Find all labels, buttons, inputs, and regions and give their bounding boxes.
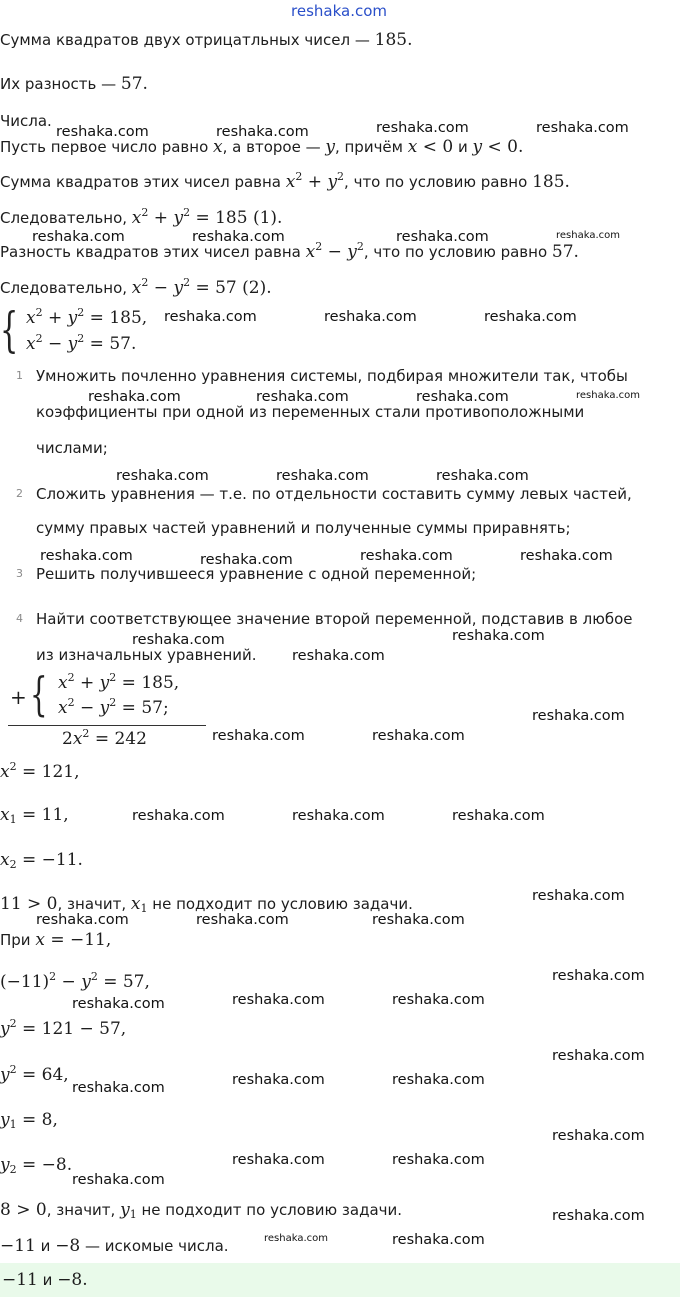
step-2-line-1: Сложить уравнения — т.е. по отдельности составить сумму левых частей, bbox=[36, 485, 632, 503]
watermark: reshaka.com bbox=[72, 1080, 165, 1096]
section-label: Числа. bbox=[0, 112, 52, 130]
watermark: reshaka.com bbox=[292, 648, 385, 664]
watermark: reshaka.com bbox=[392, 1152, 485, 1168]
watermark: reshaka.com bbox=[552, 1208, 645, 1224]
watermark: reshaka.com bbox=[212, 728, 305, 744]
watermark: reshaka.com bbox=[360, 548, 453, 564]
step-1-line-2: коэффициенты при одной из переменных стали противоположными bbox=[36, 403, 585, 421]
watermark: reshaka.com bbox=[196, 912, 289, 928]
step-1-line-3: числами; bbox=[36, 439, 108, 457]
found-numbers: −11 и −8 — искомые числа. bbox=[0, 1236, 229, 1256]
text: не подходит по условию задачи. bbox=[147, 895, 413, 913]
watermark: reshaka.com bbox=[192, 229, 285, 245]
eq-substitute: $(-11)^2 - y^2 = 57$, bbox=[0, 970, 150, 992]
watermark: reshaka.com bbox=[392, 992, 485, 1008]
eq-y-squared-2: $y^2 = 64$, bbox=[0, 1063, 69, 1085]
watermark: reshaka.com bbox=[36, 912, 129, 928]
watermark: reshaka.com bbox=[72, 996, 165, 1012]
watermark: reshaka.com bbox=[292, 808, 385, 824]
watermark: reshaka.com bbox=[132, 632, 225, 648]
watermark: reshaka.com bbox=[132, 808, 225, 824]
watermark: reshaka.com bbox=[376, 120, 469, 136]
watermark: reshaka.com bbox=[264, 1233, 328, 1244]
y-condition: 8 > 0, значит, $y_1$ не подходит по условию задачи. bbox=[0, 1200, 403, 1221]
answer-text: −11 и −8. bbox=[2, 1270, 88, 1290]
watermark: reshaka.com bbox=[556, 230, 620, 241]
text: и bbox=[37, 1271, 58, 1289]
text: , значит, bbox=[46, 1201, 121, 1219]
watermark: reshaka.com bbox=[116, 468, 209, 484]
text: — искомые числа. bbox=[80, 1237, 229, 1255]
text: Следовательно, bbox=[0, 279, 132, 297]
text: и bbox=[35, 1237, 56, 1255]
problem-text-1: Сумма квадратов двух отрицатльных чисел — bbox=[0, 31, 375, 49]
watermark: reshaka.com bbox=[40, 548, 133, 564]
step-number: 4 bbox=[16, 612, 23, 625]
watermark: reshaka.com bbox=[536, 120, 629, 136]
problem-number-57: 57 bbox=[120, 74, 143, 94]
step-number: 2 bbox=[16, 487, 23, 500]
watermark: reshaka.com bbox=[452, 628, 545, 644]
site-logo[interactable]: reshaka.com bbox=[291, 2, 387, 20]
watermark: reshaka.com bbox=[392, 1072, 485, 1088]
text: При bbox=[0, 931, 36, 949]
step-3-line-1: Решить получившееся уравнение с одной переменной; bbox=[36, 565, 477, 583]
text: и bbox=[453, 138, 473, 156]
text: , значит, bbox=[57, 895, 131, 913]
sum-divider bbox=[8, 725, 206, 726]
watermark: reshaka.com bbox=[552, 1048, 645, 1064]
addition-result: $2x^2 = 242$ bbox=[62, 727, 147, 749]
plus-sign: + bbox=[10, 685, 27, 709]
watermark: reshaka.com bbox=[232, 992, 325, 1008]
watermark: reshaka.com bbox=[324, 309, 417, 325]
step-1-line-1: Умножить почленно уравнения системы, подбирая множители так, чтобы bbox=[36, 367, 628, 385]
watermark: reshaka.com bbox=[372, 728, 465, 744]
watermark: reshaka.com bbox=[216, 124, 309, 140]
problem-number-185: 185 bbox=[374, 30, 408, 50]
watermark: reshaka.com bbox=[576, 390, 640, 401]
addition-eq-1: $x^2 + y^2 = 185$, bbox=[58, 671, 180, 693]
step-4-line-1: Найти соответствующее значение второй переменной, подставив в любое bbox=[36, 610, 633, 628]
watermark: reshaka.com bbox=[56, 124, 149, 140]
watermark: reshaka.com bbox=[484, 309, 577, 325]
text: Пусть первое число равно bbox=[0, 138, 214, 156]
step-2-line-2: сумму правых частей уравнений и полученные суммы приравнять; bbox=[36, 519, 571, 537]
watermark: reshaka.com bbox=[88, 389, 181, 405]
x-condition: 11 > 0, значит, $x_1$ не подходит по условию задачи. bbox=[0, 894, 413, 915]
equation-2-line: Следовательно, $x^2 - y^2 = 57$ (2). bbox=[0, 276, 272, 298]
addition-brace: { bbox=[30, 667, 48, 721]
system-eq-2: $x^2 - y^2 = 57$. bbox=[26, 332, 137, 354]
watermark: reshaka.com bbox=[396, 229, 489, 245]
watermark: reshaka.com bbox=[452, 808, 545, 824]
when-x: При x = −11, bbox=[0, 930, 112, 950]
watermark: reshaka.com bbox=[372, 912, 465, 928]
watermark: reshaka.com bbox=[552, 1128, 645, 1144]
number: 185 bbox=[532, 172, 565, 192]
eq-x-squared: $x^2 = 121$, bbox=[0, 760, 80, 782]
watermark: reshaka.com bbox=[532, 888, 625, 904]
watermark: reshaka.com bbox=[232, 1072, 325, 1088]
number: 57 bbox=[551, 242, 574, 262]
eq-x2: $x_2 = -11$. bbox=[0, 850, 83, 871]
watermark: reshaka.com bbox=[392, 1232, 485, 1248]
eq-y2: $y_2 = -8$. bbox=[0, 1155, 73, 1176]
watermark: reshaka.com bbox=[276, 468, 369, 484]
problem-line-1: Сумма квадратов двух отрицатльных чисел — 185. bbox=[0, 30, 413, 50]
text: Сумма квадратов этих чисел равна bbox=[0, 173, 286, 191]
watermark: reshaka.com bbox=[72, 1172, 165, 1188]
equation-mark-1: (1). bbox=[252, 208, 283, 228]
step-number: 1 bbox=[16, 369, 23, 382]
problem-text-2: Их разность — bbox=[0, 75, 121, 93]
problem-line-2: Их разность — 57. bbox=[0, 74, 148, 94]
text: , причём bbox=[334, 138, 408, 156]
watermark: reshaka.com bbox=[164, 309, 257, 325]
watermark: reshaka.com bbox=[32, 229, 125, 245]
addition-eq-2: $x^2 - y^2 = 57$; bbox=[58, 696, 169, 718]
text: Разность квадратов этих чисел равна bbox=[0, 243, 306, 261]
watermark: reshaka.com bbox=[416, 389, 509, 405]
text: , а второе — bbox=[222, 138, 326, 156]
text: , что по условию равно bbox=[344, 173, 533, 191]
answer-box bbox=[0, 1263, 680, 1297]
sum-statement: Сумма квадратов этих чисел равна $x^2 + y^2$, что по условию равно 185. bbox=[0, 170, 570, 192]
eq-y1: $y_1 = 8$, bbox=[0, 1110, 58, 1131]
system-brace: { bbox=[0, 302, 19, 358]
watermark: reshaka.com bbox=[256, 389, 349, 405]
step-number: 3 bbox=[16, 567, 23, 580]
equation-mark-2: (2). bbox=[242, 278, 272, 298]
diff-statement: Разность квадратов этих чисел равна $x^2 - y^2$, что по условию равно 57. bbox=[0, 240, 579, 262]
watermark: reshaka.com bbox=[520, 548, 613, 564]
watermark: reshaka.com bbox=[532, 708, 625, 724]
eq-y-squared-1: $y^2 = 121 - 57$, bbox=[0, 1017, 127, 1039]
eq-x1: $x_1 = 11$, bbox=[0, 805, 69, 826]
watermark: reshaka.com bbox=[200, 552, 293, 568]
watermark: reshaka.com bbox=[552, 968, 645, 984]
equation-1-line: Следовательно, $x^2 + y^2 = 185$ (1). bbox=[0, 206, 283, 228]
watermark: reshaka.com bbox=[232, 1152, 325, 1168]
text: , что по условию равно bbox=[363, 243, 552, 261]
text: Следовательно, bbox=[0, 209, 132, 227]
step-4-line-2: из изначальных уравнений. bbox=[36, 646, 257, 664]
watermark: reshaka.com bbox=[436, 468, 529, 484]
let-statement: Пусть первое число равно x, а второе — y, причём x < 0 и y < 0. bbox=[0, 137, 524, 157]
text: не подходит по условию задачи. bbox=[136, 1201, 403, 1219]
system-eq-1: $x^2 + y^2 = 185$, bbox=[26, 306, 148, 328]
